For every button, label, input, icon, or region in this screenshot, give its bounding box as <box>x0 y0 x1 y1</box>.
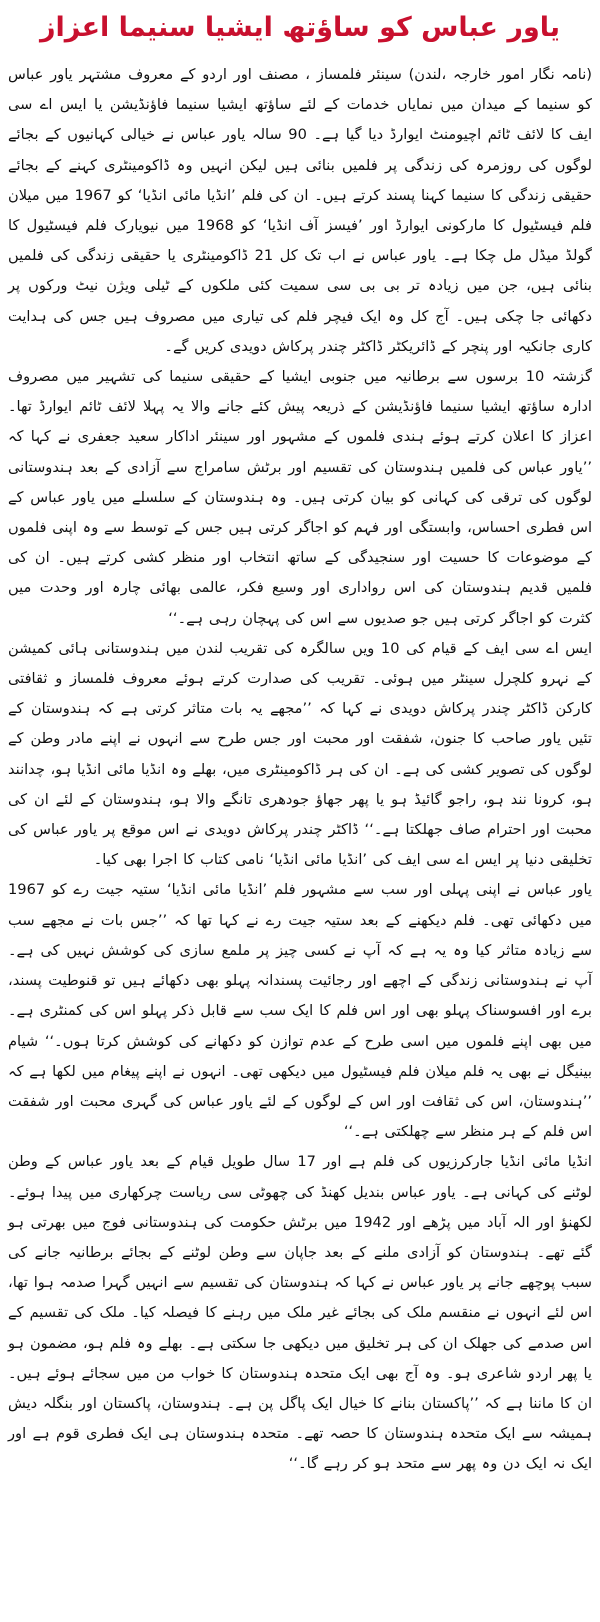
article-paragraph: انڈیا مائی انڈیا جارکرزیوں کی فلم ہے اور 17 سال طویل قیام کے بعد یاور عباس کے وطن لوٹنے کی کہانی ہے۔ یاور عباس بندیل کھنڈ کی چھوٹی سی ریاست چرکھاری میں پیدا ہوئے۔ لکھنؤ اور الہ آباد میں پڑھے اور 1942 میں برٹش حکومت کی ہندوستانی فوج میں بھرتی ہو گئے تھے۔ ہندوستان کو آزادی ملنے کے بعد جاپان سے وطن لوٹنے کے بجائے برطانیہ جانے کی سبب پوچھے جانے پر یاور عباس نے کہا کہ ہندوستان کی تقسیم سے انہیں گہرا صدمہ ہوا تھا، اس لئے انہوں نے منقسم ملک کی بجائے غیر ملک میں رہنے کا فیصلہ کیا۔ ملک کی تقسیم کے اس صدمے کی جھلک ان کی ہر تخلیق میں دیکھی جا سکتی ہے۔ بھلے وہ فلم ہو، مضمون ہو یا پھر اردو شاعری ہو۔ وہ آج بھی ایک متحدہ ہندوستان کا خواب من میں سجائے ہوئے ہیں۔ ان کا ماننا ہے کہ ’’پاکستان بنانے کا خیال ایک پاگل پن ہے۔ ہندوستان، پاکستان اور بنگلہ دیش ہمیشہ سے ایک متحدہ ہندوستان کا حصہ تھے۔ متحدہ ہندوستان ہی ایک فطری قوم ہے اور ایک نہ ایک دن وہ پھر سے متحد ہو کر رہے گا۔‘‘ <box>8 1153 592 1473</box>
article-headline: یاور عباس کو ساؤتھ ایشیا سنیما اعزاز <box>39 12 560 43</box>
article-body <box>8 60 592 1480</box>
article-paragraph: یاور عباس نے اپنی پہلی اور سب سے مشہور فلم ’انڈیا مائی انڈیا‘ ستیہ جیت رے کو 1967 میں دکھائی تھی۔ فلم دیکھنے کے بعد ستیہ جیت رے نے کہا تھا کہ ’’جس بات نے مجھے سب سے زیادہ متاثر کیا وہ یہ ہے کہ آپ نے کسی چیز پر ملمع سازی کی کوشش نہیں کی ہے۔ آپ نے ہندوستانی زندگی کے اچھے اور رجائیت پسندانہ پہلو بھی دکھائے ہیں تو قنوطیت پسند، برے اور افسوسناک پہلو بھی اور اس فلم کا ایک سب سے قابل ذکر پہلو اس کی کمنٹری ہے۔ میں بھی اپنے فلموں میں اسی طرح کے عدم توازن کو دکھانے کی کوشش کرتا ہوں۔‘‘ شیام بینیگل نے بھی یہ فلم میلان فلم فیسٹیول میں دیکھی تھی۔ انہوں نے اپنے پیغام میں لکھا ہے کہ ’’ہندوستان، اس کی ثقافت اور اس کے لوگوں کے لئے یاور عباس کی گہری محبت اور شفقت اس فلم کے ہر منظر سے چھلکتی ہے۔‘‘ <box>8 881 592 1141</box>
article-paragraph: گزشتہ 10 برسوں سے برطانیہ میں جنوبی ایشیا کے حقیقی سنیما کی تشہیر میں مصروف ادارہ ساؤتھ ایشیا سنیما فاؤنڈیشن کے ذریعہ پیش کئے جانے والا یہ پہلا لائف ٹائم ایوارڈ تھا۔ اعزاز کا اعلان کرتے ہوئے ہندی فلموں کے مشہور اور سینئر اداکار سعید جعفری نے کہا کہ ’’یاور عباس کی فلمیں ہندوستان کی تقسیم اور برٹش سامراج سے آزادی کے بعد ہندوستانی لوگوں کی ترقی کی کہانی کو بیان کرتی ہیں۔ وہ ہندوستان کے سلسلے میں یاور عباس کے اس فطری احساس، وابستگی اور فہم کو اجاگر کرتی ہیں جس کے توسط سے وہ اپنی فلموں کے موضوعات کا حسیت اور سنجیدگی کے ساتھ انتخاب اور منظر کشی کرتے ہیں۔ ان کی فلمیں قدیم ہندوستان کی اس رواداری اور وسیع فکر، عالمی بھائی چارہ اور وحدت میں کثرت کو اجاگر کرتی ہیں جو صدیوں سے اس کی پہچان رہی ہے۔‘‘ <box>8 368 592 627</box>
article-paragraph: (نامہ نگار امور خارجہ ،لندن) سینئر فلمساز ، مصنف اور اردو کے معروف مشتہر یاور عباس کو سنیما کے میدان میں نمایاں خدمات کے لئے ساؤتھ ایشیا سنیما فاؤنڈیشن یا ایس اے سی ایف کا لائف ٹائم اچیومنٹ ایوارڈ دیا گیا ہے۔ 90 سالہ یاور عباس نے خیالی کہانیوں کے بجائے لوگوں کی روزمرہ کی زندگی پر فلمیں بنائی ہیں لیکن انہیں وہ ڈاکومینٹری کہنے کے بجائے حقیقی زندگی کا سنیما کہنا پسند کرتے ہیں۔ ان کی فلم ’انڈیا مائی انڈیا‘ کو 1967 میں میلان فلم فیسٹیول کا مارکونی ایوارڈ اور ’فیسز آف انڈیا‘ کو 1968 میں نیویارک فلم فیسٹیول کا گولڈ میڈل مل چکا ہے۔ یاور عباس نے اب تک کل 21 ڈاکومینٹری یا حقیقی زندگی کی فلمیں بنائی ہیں، جن میں زیادہ تر بی بی سی سمیت کئی ملکوں کے ٹیلی ویژن نیٹ ورکوں پر دکھائی جا چکی ہیں۔ آج کل وہ ایک فیچر فلم کی تیاری میں مصروف ہیں جس کی ہدایت کاری جانکیہ اور پنچر کے ڈائریکٹر ڈاکٹر چندر پرکاش دویدی کریں گے۔ <box>8 66 592 355</box>
headline-container <box>8 6 592 56</box>
article-paragraph: ایس اے سی ایف کے قیام کی 10 ویں سالگرہ کی تقریب لندن میں ہندوستانی ہائی کمیشن کے نہرو کلچرل سینٹر میں ہوئی۔ تقریب کی صدارت کرتے ہوئے معروف فلمساز و ثقافتی کارکن ڈاکٹر چندر پرکاش دویدی نے کہا کہ ’’مجھے یہ بات متاثر کرتی ہے کہ ہندوستان کے تئیں یاور صاحب کا جنون، شفقت اور محبت اور جس طرح سے انہوں نے اپنے مادر وطن کے لوگوں کی تصویر کشی کی ہے۔ ان کی ہر ڈاکومینٹری میں، بھلے وہ انڈیا مائی انڈیا ہو، چدانند ہو، کرونا نند ہو، راجو گائیڈ ہو یا پھر جھاؤ جودھری تانگے والا ہو، ہندوستان کے لئے ان کی محبت اور احترام صاف جھلکتا ہے۔‘‘ ڈاکٹر چندر پرکاش دویدی نے اس موقع پر یاور عباس کی تخلیقی دنیا پر ایس اے سی ایف کی ’انڈیا مائی انڈیا‘ نامی کتاب کا اجرا بھی کیا۔ <box>8 639 592 869</box>
